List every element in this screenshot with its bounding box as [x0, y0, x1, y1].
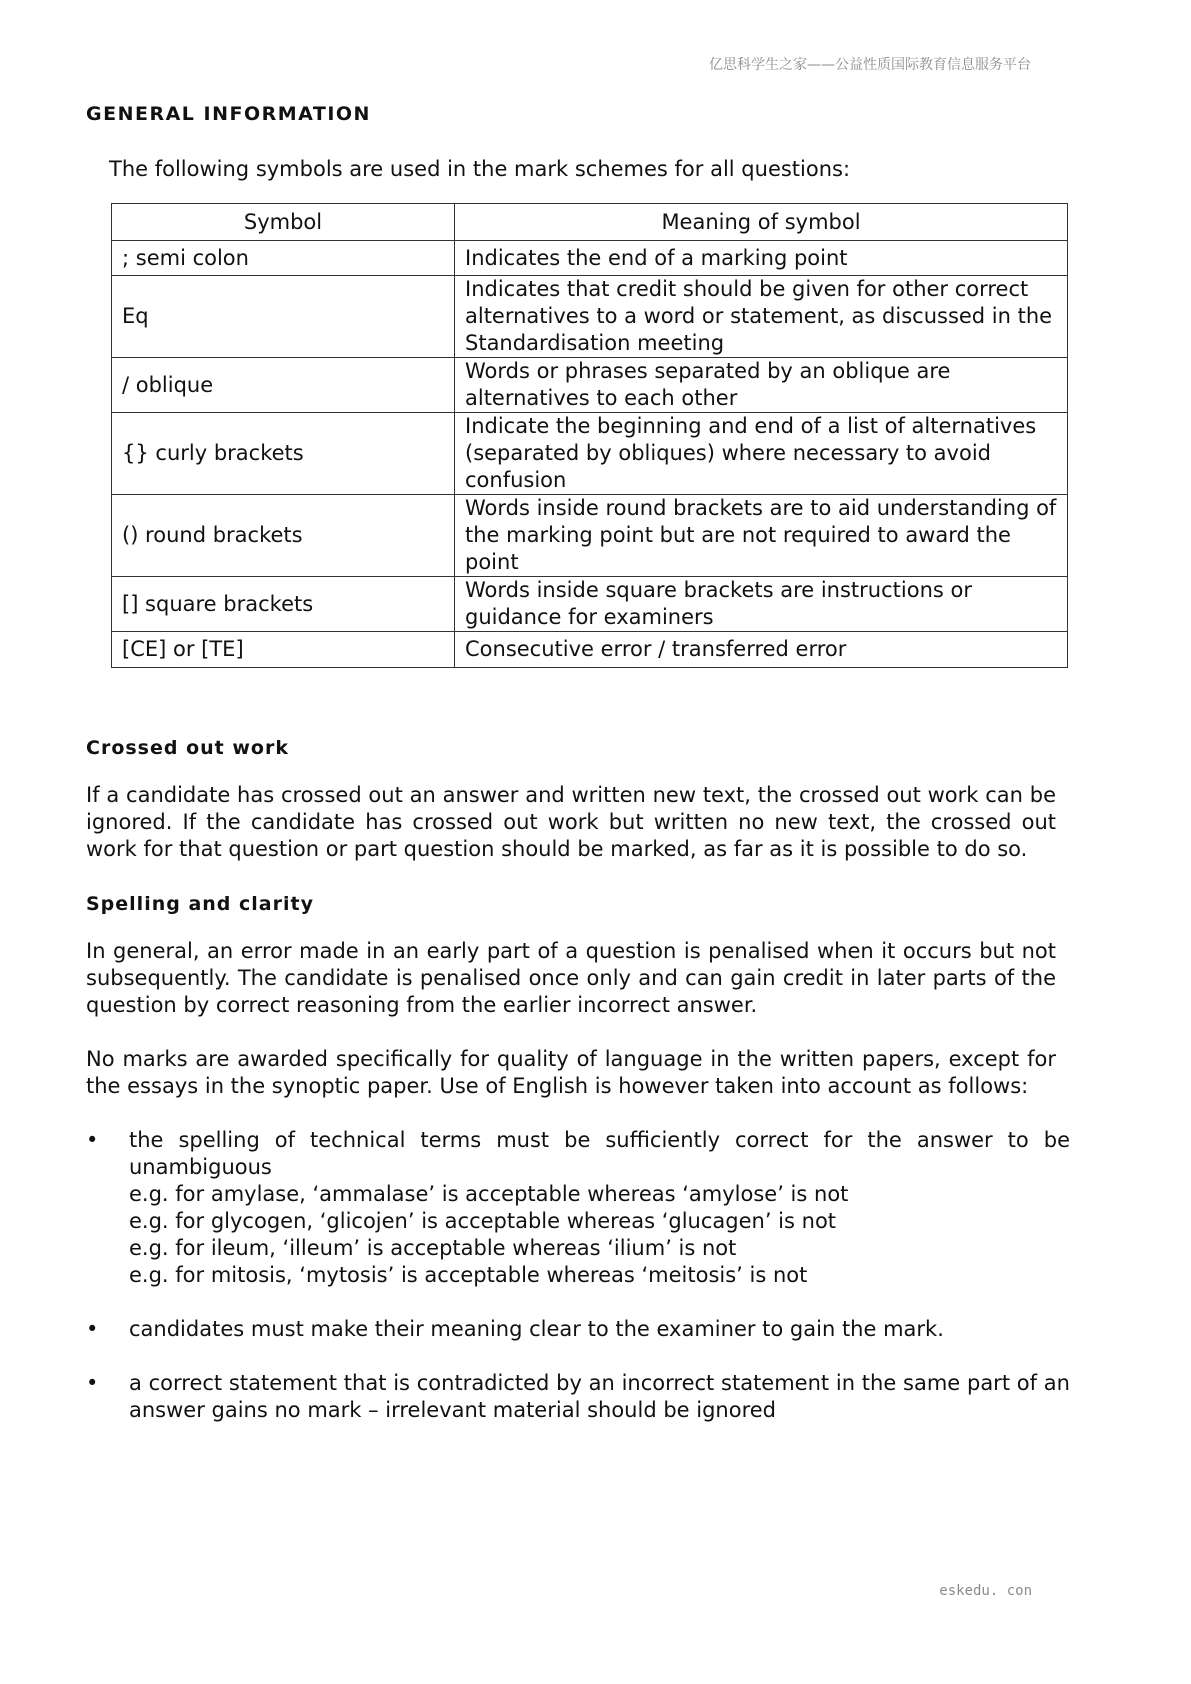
- symbol-cell: [CE] or [TE]: [112, 632, 455, 668]
- table-row: [112, 577, 1068, 632]
- meaning-cell: Indicates that credit should be given for other correct alternatives to a word or statement, as discussed in the Standardisation meeting: [455, 276, 1068, 358]
- symbol-cell: ; semi colon: [112, 241, 455, 276]
- example-line: e.g. for amylase, ‘ammalase’ is acceptable whereas ‘amylose’ is not: [129, 1182, 849, 1206]
- bullet-icon: •: [86, 1317, 99, 1341]
- spelling-paragraph-1: In general, an error made in an early part of a question is penalised when it occurs but not subsequently. The candidate is penalised once only and can gain credit in later parts of the question by correct reasoning from the earlier incorrect answer.: [86, 939, 1056, 1017]
- table-row: [112, 276, 1068, 358]
- meaning-cell: Consecutive error / transferred error: [455, 632, 1068, 668]
- column-header-meaning: Meaning of symbol: [455, 204, 1068, 241]
- bullet-text: the spelling of technical terms must be sufficiently correct for the answer to be unambiguous: [129, 1128, 1070, 1179]
- footer-watermark-text: eskedu. con: [939, 1583, 1032, 1599]
- table-row: [112, 495, 1068, 577]
- crossed-out-text: If a candidate has crossed out an answer and written new text, the crossed out work can be ignored. If the candidate has crossed out work but written no new text, the crossed out work for that question or part question should be marked, as far as it is possible to do so.: [86, 783, 1056, 861]
- meaning-cell: Indicate the beginning and end of a list of alternatives (separated by obliques) where necessary to avoid confusion: [455, 413, 1068, 495]
- example-line: e.g. for ileum, ‘illeum’ is acceptable whereas ‘ilium’ is not: [129, 1236, 737, 1260]
- list-item: [86, 1370, 1070, 1424]
- list-item: [86, 1127, 1070, 1289]
- column-header-symbol: Symbol: [112, 204, 455, 241]
- bullet-icon: •: [86, 1128, 99, 1152]
- symbol-cell: / oblique: [112, 358, 455, 413]
- symbol-cell: [] square brackets: [112, 577, 455, 632]
- example-line: e.g. for glycogen, ‘glicojen’ is acceptable whereas ‘glucagen’ is not: [129, 1209, 837, 1233]
- spelling-paragraph-2: No marks are awarded specifically for quality of language in the written papers, except for the essays in the synoptic paper. Use of English is however taken into account as follows:: [86, 1047, 1056, 1098]
- bullet-icon: •: [86, 1371, 99, 1395]
- symbols-table: [111, 203, 1068, 668]
- table-row: [112, 413, 1068, 495]
- example-line: e.g. for mitosis, ‘mytosis’ is acceptable whereas ‘meitosis’ is not: [129, 1263, 808, 1287]
- crossed-out-heading: Crossed out work: [86, 737, 289, 759]
- symbol-cell: Eq: [112, 276, 455, 358]
- spelling-bullet-list: [86, 1127, 1070, 1424]
- list-item: [86, 1316, 1070, 1343]
- table-header-row: [112, 204, 1068, 241]
- table-row: [112, 632, 1068, 668]
- meaning-cell: Indicates the end of a marking point: [455, 241, 1068, 276]
- spelling-heading: Spelling and clarity: [86, 893, 314, 915]
- intro-text: The following symbols are used in the mark schemes for all questions:: [109, 157, 851, 181]
- header-watermark-text: 亿思科学生之家——公益性质国际教育信息服务平台: [709, 57, 1031, 73]
- bullet-text: candidates must make their meaning clear to the examiner to gain the mark.: [129, 1317, 944, 1341]
- symbol-cell: () round brackets: [112, 495, 455, 577]
- meaning-cell: Words inside round brackets are to aid understanding of the marking point but are not required to award the point: [455, 495, 1068, 577]
- meaning-cell: Words or phrases separated by an oblique are alternatives to each other: [455, 358, 1068, 413]
- page-title: GENERAL INFORMATION: [86, 103, 371, 125]
- bullet-text: a correct statement that is contradicted by an incorrect statement in the same part of an answer gains no mark – irrelevant material should be ignored: [129, 1371, 1070, 1422]
- document-body: [86, 100, 1071, 1451]
- table-row: [112, 358, 1068, 413]
- table-row: [112, 241, 1068, 276]
- symbol-cell: {} curly brackets: [112, 413, 455, 495]
- meaning-cell: Words inside square brackets are instructions or guidance for examiners: [455, 577, 1068, 632]
